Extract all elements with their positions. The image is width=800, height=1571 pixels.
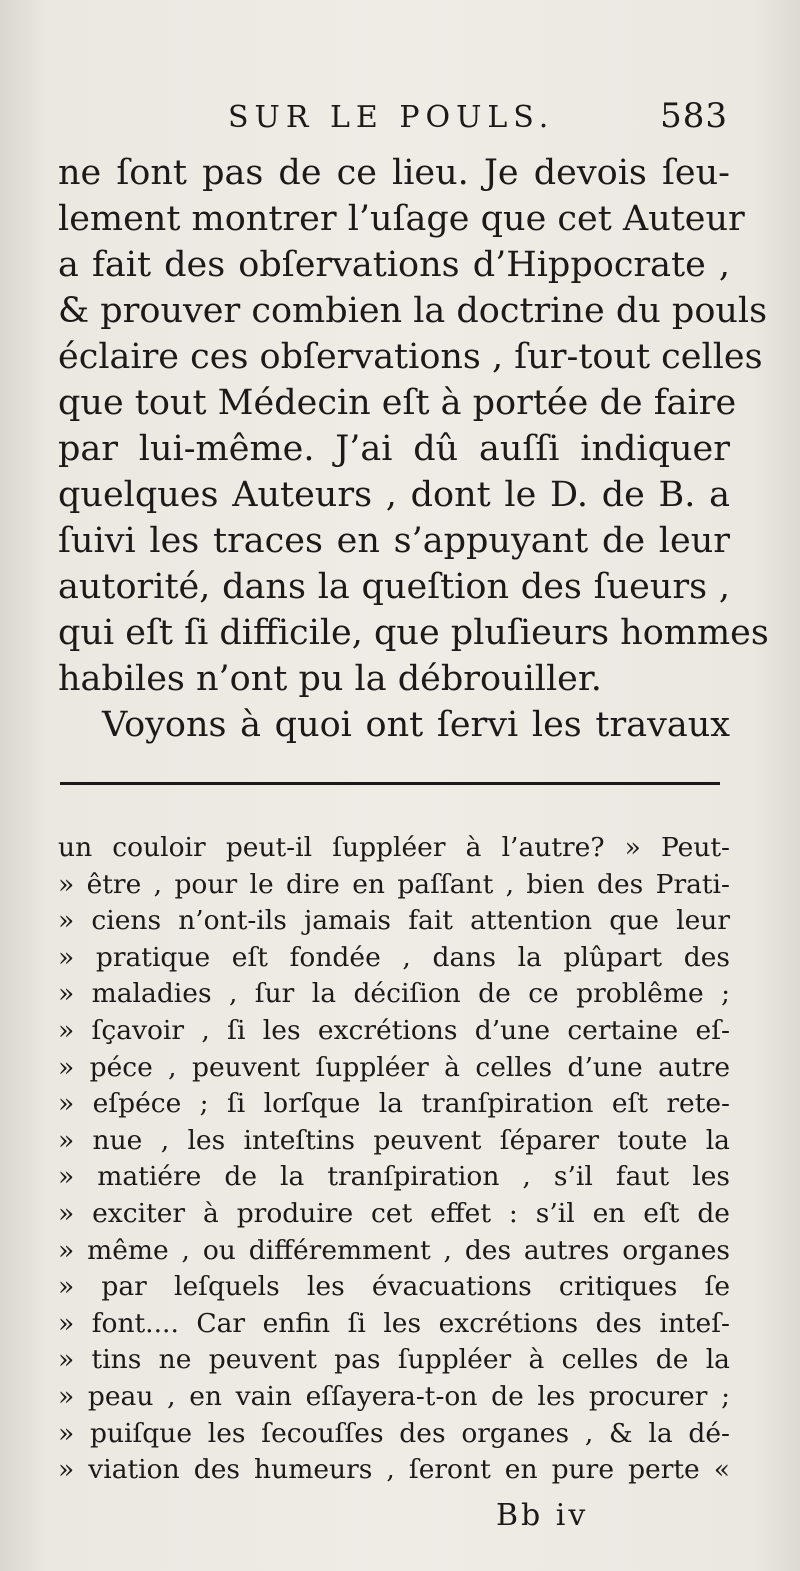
footnote-line: » nue , les inteſtins peuvent ſéparer toute la [58,1124,730,1156]
footnote-line: » peau , en vain eſſayera-t-on de les procurer ; [58,1380,730,1412]
running-head [58,96,728,140]
text-line: a fait des obſervations d’Hippocrate , [58,245,730,285]
signature-mark: Bb iv [496,1498,589,1533]
text-line: autorité, dans la queſtion des ſueurs , [58,567,730,607]
footnote-line: » même , ou différemment , des autres organes [58,1234,730,1266]
footnote-line: » puiſque les ſecouſſes des organes , & la dé- [58,1417,730,1449]
page-number: 583 [660,96,728,136]
footnote-line: » pratique eſt fondée , dans la plûpart des [58,941,730,973]
text-line: par lui-même. J’ai dû auſſi indiquer [58,429,730,469]
main-text-block [58,150,769,748]
footnote-line: » tins ne peuvent pas ſuppléer à celles de la [58,1344,730,1376]
text-line: lement montrer l’uſage que cet Auteur [58,199,745,239]
footnote-line: » matiére de la tranſpiration , s’il faut les [58,1161,730,1193]
footnote-line: » ſçavoir , ſi les excrétions d’une certaine eſ- [58,1014,730,1046]
footnote-line: » exciter à produire cet effet : s’il en eſt de [58,1197,730,1229]
text-line: éclaire ces obſervations , ſur-tout celles [58,337,763,377]
footnote-line: » péce , peuvent ſuppléer à celles d’une autre [58,1051,730,1083]
footnote-line: » ciens n’ont-ils jamais fait attention que leur [58,905,730,937]
text-line: Voyons à quoi ont ſervi les travaux [102,705,730,745]
footnote-line: » viation des humeurs , ſeront en pure perte « [58,1454,730,1486]
footnote-line: » maladies , ſur la déciſion de ce problême ; [58,978,730,1010]
footnote-separator-rule [60,782,720,785]
footnote-line: » par leſquels les évacuations critiques ſe [58,1271,730,1303]
text-line: & prouver combien la doctrine du pouls [58,291,768,331]
footnote-line: » être , pour le dire en paſſant , bien des Prati- [58,868,730,900]
footnote-line: un couloir peut-il ſuppléer à l’autre? » Peut- [58,832,730,863]
text-line: ne ſont pas de ce lieu. Je devois ſeu- [58,153,730,193]
text-line: que tout Médecin eſt à portée de faire [58,383,737,423]
text-line: habiles n’ont pu la débrouiller. [58,659,602,699]
text-line: qui eſt ſi difficile, que pluſieurs hommes [58,613,769,653]
footnote-block [58,830,730,1489]
running-title: SUR LE POULS. [228,100,555,135]
footnote-line: » eſpéce ; ſi lorſque la tranſpiration eſt rete- [58,1088,730,1120]
text-line: ſuivi les traces en s’appuyant de leur [58,521,730,561]
footnote-line: » font.... Car enfin ſi les excrétions des inteſ- [58,1307,730,1339]
text-line: quelques Auteurs , dont le D. de B. a [58,475,730,515]
